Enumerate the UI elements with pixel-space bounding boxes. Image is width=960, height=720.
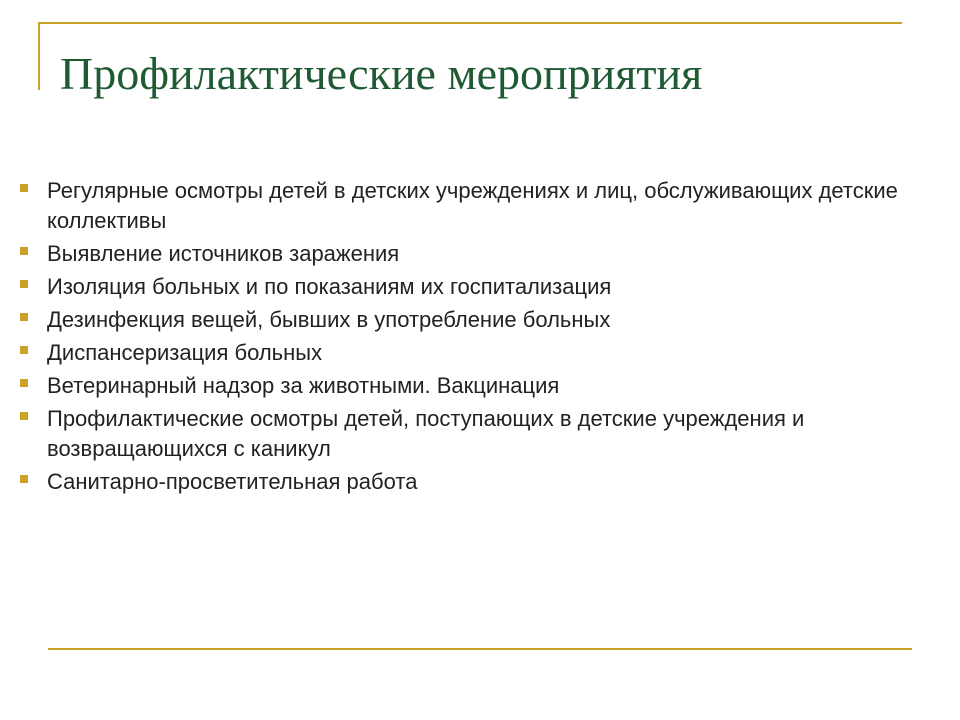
top-border-line bbox=[38, 22, 902, 24]
bullet-text: Санитарно-просветительная работа bbox=[47, 469, 418, 494]
square-bullet-icon bbox=[20, 247, 28, 255]
bullet-item bbox=[20, 176, 950, 236]
square-bullet-icon bbox=[20, 313, 28, 321]
bullet-item bbox=[20, 239, 950, 269]
bullet-item bbox=[20, 338, 950, 368]
bullet-text: Диспансеризация больных bbox=[47, 340, 323, 365]
bottom-border-line bbox=[48, 648, 912, 650]
square-bullet-icon bbox=[20, 379, 28, 387]
bullet-item bbox=[20, 371, 950, 401]
bullet-list bbox=[20, 176, 950, 500]
bullet-item bbox=[20, 404, 950, 464]
square-bullet-icon bbox=[20, 346, 28, 354]
square-bullet-icon bbox=[20, 184, 28, 192]
bullet-text: Профилактические осмотры детей, поступающих в детские учреждения и возвращающихся с каникул bbox=[47, 406, 805, 461]
slide-title: Профилактические мероприятия bbox=[60, 48, 703, 99]
left-border-line bbox=[38, 22, 40, 90]
bullet-text: Ветеринарный надзор за животными. Вакцинация bbox=[47, 373, 560, 398]
bullet-text: Изоляция больных и по показаниям их госпитализация bbox=[47, 274, 612, 299]
square-bullet-icon bbox=[20, 280, 28, 288]
bullet-item bbox=[20, 467, 950, 497]
bullet-item bbox=[20, 305, 950, 335]
bullet-text: Дезинфекция вещей, бывших в употребление больных bbox=[47, 307, 611, 332]
bullet-text: Выявление источников заражения bbox=[47, 241, 400, 266]
bullet-text: Регулярные осмотры детей в детских учреждениях и лиц, обслуживающих детские коллективы bbox=[47, 178, 898, 233]
square-bullet-icon bbox=[20, 412, 28, 420]
bullet-item bbox=[20, 272, 950, 302]
square-bullet-icon bbox=[20, 475, 28, 483]
